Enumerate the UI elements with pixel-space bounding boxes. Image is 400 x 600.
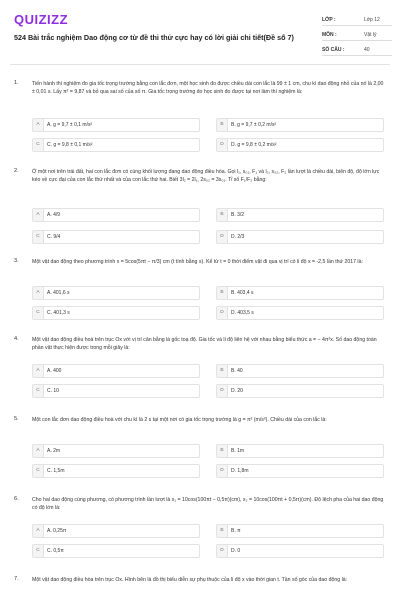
option-c[interactable]	[32, 544, 200, 558]
option-d[interactable]	[216, 544, 384, 558]
option-d[interactable]	[216, 306, 384, 320]
meta-divider	[322, 55, 392, 56]
question-2	[14, 168, 386, 248]
meta-label: LỚP :	[322, 17, 336, 23]
meta-divider	[322, 40, 392, 41]
question-text: Một vật dao động điều hòa trên trục Ox. Hình bên là đồ thị biểu diễn sự phụ thuộc của li độ x vào thời gian t. Tần số góc của dao động là:	[32, 577, 348, 583]
option-text: B. g = 9,7 ± 0,2 m/s²	[231, 122, 277, 128]
option-text: B. 1m	[231, 448, 245, 454]
question-text: Một vật dao động theo phương trình x = 5cos(5πt − π/3) cm (t tính bằng s). Kể từ t = 0 thời điểm vật đi qua vị trí có li độ x = -2,5 lần thứ 2017 là:	[32, 259, 363, 265]
option-a[interactable]	[32, 118, 200, 132]
question-number: 4.	[14, 336, 19, 342]
option-a[interactable]	[32, 286, 200, 300]
header-divider	[10, 64, 390, 65]
option-text: C. g = 9,8 ± 0,1 m/s²	[47, 142, 93, 148]
meta-divider	[322, 25, 392, 26]
option-text: D. 0	[231, 548, 241, 554]
option-c[interactable]	[32, 464, 200, 478]
option-a[interactable]	[32, 364, 200, 378]
option-text: A. 400	[47, 368, 62, 374]
option-text: C. 10	[47, 388, 59, 394]
option-letter: B	[217, 525, 228, 537]
option-text: A. 0,25π	[47, 528, 67, 534]
option-a[interactable]	[32, 208, 200, 222]
option-letter: D	[217, 139, 228, 151]
option-b[interactable]	[216, 524, 384, 538]
question-3	[14, 258, 386, 324]
option-c[interactable]	[32, 230, 200, 244]
option-text: C. 401,3 s	[47, 310, 70, 316]
meta-value: 40	[364, 47, 370, 53]
option-letter: C	[33, 307, 44, 319]
option-text: C. 9/4	[47, 234, 61, 240]
option-text: D. g = 9,8 ± 0,2 m/s²	[231, 142, 277, 148]
option-text: A. 4/9	[47, 212, 61, 218]
option-letter: B	[217, 365, 228, 377]
option-text: D. 2/3	[231, 234, 245, 240]
option-letter: A	[33, 209, 44, 221]
question-1	[14, 80, 386, 160]
meta-class	[322, 14, 392, 26]
option-text: C. 1,5m	[47, 468, 65, 474]
option-letter: C	[33, 385, 44, 397]
option-letter: B	[217, 445, 228, 457]
question-4	[14, 336, 386, 402]
question-text: Một vật dao động điều hoà trên trục Ox với vị trí cân bằng là gốc toạ độ. Gia tốc và li độ liên hệ với nhau bằng biểu thức a = − 4π²x. Số dao động toàn phần vật thực hiện được trong mỗi giây là:	[32, 337, 377, 351]
option-text: B. 40	[231, 368, 243, 374]
option-d[interactable]	[216, 384, 384, 398]
option-c[interactable]	[32, 384, 200, 398]
quizizz-logo: QUIZIZZ	[14, 12, 69, 27]
option-letter: A	[33, 365, 44, 377]
option-b[interactable]	[216, 444, 384, 458]
question-number: 1.	[14, 80, 19, 86]
option-d[interactable]	[216, 138, 384, 152]
option-letter: D	[217, 231, 228, 243]
question-number: 7.	[14, 576, 19, 582]
option-c[interactable]	[32, 306, 200, 320]
meta-value: Vật lý	[364, 32, 377, 38]
option-d[interactable]	[216, 230, 384, 244]
option-text: A. 401,6 s	[47, 290, 70, 296]
option-a[interactable]	[32, 444, 200, 458]
question-7	[14, 576, 386, 598]
option-text: D. 403,5 s	[231, 310, 254, 316]
option-d[interactable]	[216, 464, 384, 478]
option-letter: C	[33, 545, 44, 557]
option-letter: A	[33, 287, 44, 299]
page-header	[0, 0, 400, 62]
meta-subject	[322, 29, 392, 41]
question-5	[14, 416, 386, 482]
option-text: B. 403,4 s	[231, 290, 254, 296]
option-b[interactable]	[216, 208, 384, 222]
option-letter: B	[217, 287, 228, 299]
option-letter: C	[33, 139, 44, 151]
option-text: B. π	[231, 528, 241, 534]
option-letter: A	[33, 525, 44, 537]
option-text: A. 2m	[47, 448, 61, 454]
option-letter: B	[217, 209, 228, 221]
option-text: A. g = 9,7 ± 0,1 m/s²	[47, 122, 93, 128]
option-text: B. 3/2	[231, 212, 245, 218]
question-number: 3.	[14, 258, 19, 264]
question-text: Một con lắc đơn dao động điều hoà với chu kì là 2 s tại một nơi có gia tốc trọng trường là g = π² (m/s²). Chiều dài của con lắc là:	[32, 417, 327, 423]
meta-count	[322, 44, 392, 56]
option-a[interactable]	[32, 524, 200, 538]
question-number: 5.	[14, 416, 19, 422]
option-text: D. 1,8m	[231, 468, 249, 474]
question-text: Cho hai dao động cùng phương, có phương trình lần lượt là x₁ = 10cos(100πt − 0,5π)(cm), x₂ = 10cos(100πt + 0,5π)(cm). Độ lệch pha của hai dao động có độ lớn là:	[32, 497, 384, 511]
document-title: 524 Bài trắc nghiệm Dao động cơ từ đề thi thử cực hay có lời giải chi tiết(Đề số 7)	[14, 33, 294, 42]
option-letter: A	[33, 445, 44, 457]
option-letter: C	[33, 231, 44, 243]
question-6	[14, 496, 386, 562]
question-text: Tiến hành thí nghiệm đo gia tốc trọng trường bằng con lắc đơn, một học sinh đo được chiều dài con lắc là 99 ± 1 cm, chu kì dao động nhỏ của nó là 2,00 ± 0,01 s. Lấy π² = 9,87 và bỏ qua sai số của số π. Gia tốc trọng trường do học sinh đo được tại nơi làm thí nghiệm là:	[32, 81, 384, 95]
option-letter: D	[217, 385, 228, 397]
option-letter: A	[33, 119, 44, 131]
option-letter: D	[217, 545, 228, 557]
option-text: D. 20	[231, 388, 243, 394]
meta-label: SỐ CÂU :	[322, 47, 345, 53]
meta-value: Lớp 12	[364, 17, 380, 23]
option-letter: B	[217, 119, 228, 131]
meta-label: MÔN :	[322, 32, 337, 38]
question-number: 2.	[14, 168, 19, 174]
option-b[interactable]	[216, 364, 384, 378]
option-b[interactable]	[216, 118, 384, 132]
option-c[interactable]	[32, 138, 200, 152]
question-number: 6.	[14, 496, 19, 502]
question-text: Ở một nơi trên trái đất, hai con lắc đơn có cùng khối lượng đang dao động điều hòa. Gọi l₁, s₀₁, F₁ và l₂, s₀₂, F₂ lần lượt là chiều dài, biên độ, độ lớn lực kéo về cực đại của con lắc thứ nhất và của con lắc thứ hai. Biết 3l₂ = 2l₁, 2s₀₂ = 3s₀₁. Tỉ số F₁/F₂ bằng:	[32, 169, 380, 183]
option-b[interactable]	[216, 286, 384, 300]
option-letter: D	[217, 307, 228, 319]
option-text: C. 0,5π	[47, 548, 64, 554]
option-letter: D	[217, 465, 228, 477]
option-letter: C	[33, 465, 44, 477]
